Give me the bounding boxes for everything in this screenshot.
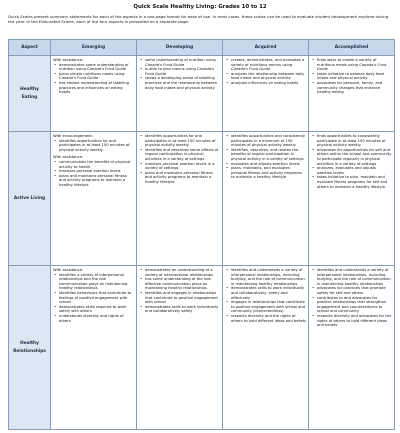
- criterion-item: • has some understanding of the role effective communication plays on maintaining healthy relationships: [139, 277, 220, 291]
- developing-list: [139, 134, 220, 185]
- criterion-item: • communicates the benefits of physical activity to health: [53, 160, 134, 169]
- cell-lead-text: With assistance:: [53, 58, 84, 62]
- emerging-list: [53, 160, 134, 188]
- aspect-name: [9, 132, 51, 266]
- guide-title: Canada's Food Guide: [317, 62, 387, 72]
- guide-title: Canada's Food Guide: [145, 62, 185, 67]
- developing-list: [139, 268, 220, 314]
- column-header-emerging: Emerging: [51, 40, 137, 56]
- criterion-item: • monitors personal exertion levels: [53, 169, 134, 174]
- criterion-item: • advocates for opportunities for self and others within the school and community to participate regularly in physical activities in a variety of settings: [311, 148, 392, 166]
- guide-title: Canada's Food Guide: [87, 67, 127, 72]
- criterion-item: • takes initiative to balance daily food intake and physical activity: [311, 72, 392, 81]
- accomplished-list: [311, 58, 392, 95]
- criterion-item: • plans, maintains, and evaluates personal fitness and activity programs to maintain a healthy lifestyle: [225, 166, 306, 180]
- criterion-item: • identifies and understands a variety of interpersonal relationships, including bullying, and the role of communication in maintaining healthy relationships: [225, 268, 306, 286]
- developing-cell: [137, 56, 223, 132]
- acquired-list: [225, 58, 306, 86]
- criterion-item: • analyzes, evaluates and adjusts exertion levels: [311, 166, 392, 175]
- aspect-name: [9, 266, 51, 430]
- aspect-name-line: Healthy: [20, 340, 39, 346]
- criterion-item: • identifies and understands a variety of interpersonal relationships, including bullying, and the role of communication in maintaining healthy relationships: [311, 268, 392, 286]
- criterion-item: • some understanding of nutrition using Canada's Food Guide: [139, 58, 220, 67]
- criterion-item: • identifies, describes, and relates the benefits of regular participation in physical activity in a variety of settings: [225, 148, 306, 162]
- accomplished-list: [311, 268, 392, 328]
- criterion-item: • plans and maintains personal fitness and activity programs to maintain a healthy lifestyle: [53, 174, 134, 188]
- criterion-item: • understands diversity and rights of others: [53, 314, 134, 323]
- cell-lead-text: With encouragement:: [53, 134, 94, 138]
- guide-title: Canada's Food Guide: [231, 67, 271, 72]
- criterion-item: • creates, demonstrates, and evaluates a variety of nutritious menus using Canada's Food Guide: [225, 58, 306, 72]
- quick-scale-table: [8, 39, 395, 430]
- aspect-name: [9, 56, 51, 132]
- criterion-item: • finds ways to create a variety of nutritious meals using Canada's Food Guide: [311, 58, 392, 72]
- intro-text-part2: , each of the four aspects is presented on a separate page.: [73, 19, 190, 24]
- acquired-cell: [223, 266, 309, 430]
- emerging-list: [53, 139, 134, 153]
- criterion-item: • demonstrates some understanding of nutrition using Canada's Food Guide: [53, 63, 134, 72]
- aspect-name-line: Relationships: [13, 348, 46, 354]
- cell-lead-text: With assistance:: [53, 155, 84, 160]
- intro-emphasis: Elaborated Scales: [38, 19, 74, 24]
- acquired-cell: [223, 56, 309, 132]
- aspect-row: [9, 266, 395, 430]
- guide-title: Canada's Food Guide: [59, 76, 99, 81]
- header-row: [9, 40, 395, 56]
- criterion-item: • analyzes the relationship between daily food intake and physical activity: [225, 72, 306, 81]
- criterion-item: • identifies and describes some effects of regular participation in physical activities in a variety of settings: [139, 148, 220, 162]
- aspect-name-line: Healthy: [20, 86, 39, 92]
- criterion-item: • advocates for practices that promote safety for self and others: [311, 286, 392, 295]
- column-header-acquired: Acquired: [223, 40, 309, 56]
- aspect-row: [9, 132, 395, 266]
- accomplished-cell: [309, 266, 395, 430]
- aspect-name-line: Eating: [21, 94, 38, 100]
- cell-lead-text: With assistance:: [53, 268, 84, 272]
- criterion-item: • identifies and engages in relationships that contribute to positive engagement with school: [139, 291, 220, 305]
- criterion-item: • shows a developing sense of labelling practices and the relationship between daily food intake and physical activity: [139, 76, 220, 90]
- acquired-list: [225, 268, 306, 323]
- accomplished-cell: [309, 56, 395, 132]
- criterion-item: • finds opportunities to consistently participate in at least 150 minutes of physical activity weekly: [311, 134, 392, 148]
- emerging-cell: [51, 132, 137, 266]
- column-header-accomplished: Accomplished: [309, 40, 395, 56]
- emerging-cell: [51, 266, 137, 430]
- criterion-item: • is able to plan menus using Canada's Food Guide: [139, 67, 220, 76]
- criterion-item: • identifies behaviours that contribute to feelings of positive engagement with school: [53, 291, 134, 305]
- criterion-item: • demonstrates an understanding of a variety of interpersonal relationships: [139, 268, 220, 277]
- criterion-item: • evaluates and adjusts exertion levels: [225, 162, 306, 167]
- criterion-item: • monitors personal exertion levels in a variety of settings: [139, 162, 220, 171]
- criterion-item: • takes initiative to plan, maintain and evaluate fitness programs for self and others to maintain a healthy lifestyle: [311, 175, 392, 189]
- accomplished-list: [311, 134, 392, 189]
- intro-paragraph: [8, 14, 394, 24]
- criterion-item: • identifies a variety of interpersonal relationships and the role communication plays on maintaining healthy relationships: [53, 273, 134, 291]
- criterion-item: • engages in relationships that contribute to positive engagement with school and community (connectedness): [225, 300, 306, 314]
- aspect-name-line: Active Living: [13, 195, 46, 201]
- aspect-row: [9, 56, 395, 132]
- criterion-item: • analyzes influences on eating habits: [225, 81, 306, 86]
- intro-text-part1: Quick Scales present summary statements for each of the aspects in a one-page format for ease of use. In most cases, these scales can be used to evaluate student development anytime during the year. In the: [8, 14, 389, 24]
- column-header-developing: Developing: [137, 40, 223, 56]
- developing-cell: [137, 132, 223, 266]
- criterion-item: • respects diversity and the rights of others to hold different ideas and beliefs: [225, 314, 306, 323]
- accomplished-cell: [309, 132, 395, 266]
- emerging-list: [53, 273, 134, 324]
- acquired-cell: [223, 132, 309, 266]
- guide-title: Canada's Food Guide: [145, 67, 214, 76]
- acquired-list: [225, 134, 306, 180]
- criterion-item: • identifies opportunities for and participates in at least 150 minutes of physical activity weekly: [53, 139, 134, 153]
- column-header-aspect: Aspect: [9, 40, 51, 56]
- developing-list: [139, 58, 220, 90]
- criterion-item: • demonstrates skills to work individually and collaboratively safely: [139, 305, 220, 314]
- criterion-item: • demonstrates skills to work individually and collaboratively, safely and effectively: [225, 286, 306, 300]
- criterion-item: • contributes to and advocates for positive relationships that strengthen engagement and connectedness to school and community: [311, 296, 392, 314]
- criterion-item: • identifies opportunities for and participates in at least 150 minutes of physical activity weekly: [139, 134, 220, 148]
- document-title: Quick Scale Healthy Living: Grades 10 to 12: [133, 4, 267, 10]
- criterion-item: • advocates for personal, family, and community changes that enhance healthy eating: [311, 81, 392, 95]
- emerging-cell: [51, 56, 137, 132]
- criterion-item: • identifies opportunities and consistently participates in a minimum of 150 minutes of physical activity weekly: [225, 134, 306, 148]
- criterion-item: • respects diversity and advocates for the rights of others to hold different ideas and beliefs: [311, 314, 392, 328]
- criterion-item: • plans and maintains personal fitness and activity programs to maintain a healthy lifestyle: [139, 171, 220, 185]
- criterion-item: • demonstrates skills required to work safely with others: [53, 305, 134, 314]
- emerging-list: [53, 63, 134, 95]
- criterion-item: • has limited understanding of labelling practices and influences on eating habits: [53, 81, 134, 95]
- developing-cell: [137, 266, 223, 430]
- criterion-item: • plans simple nutritious meals using Canada's Food Guide: [53, 72, 134, 81]
